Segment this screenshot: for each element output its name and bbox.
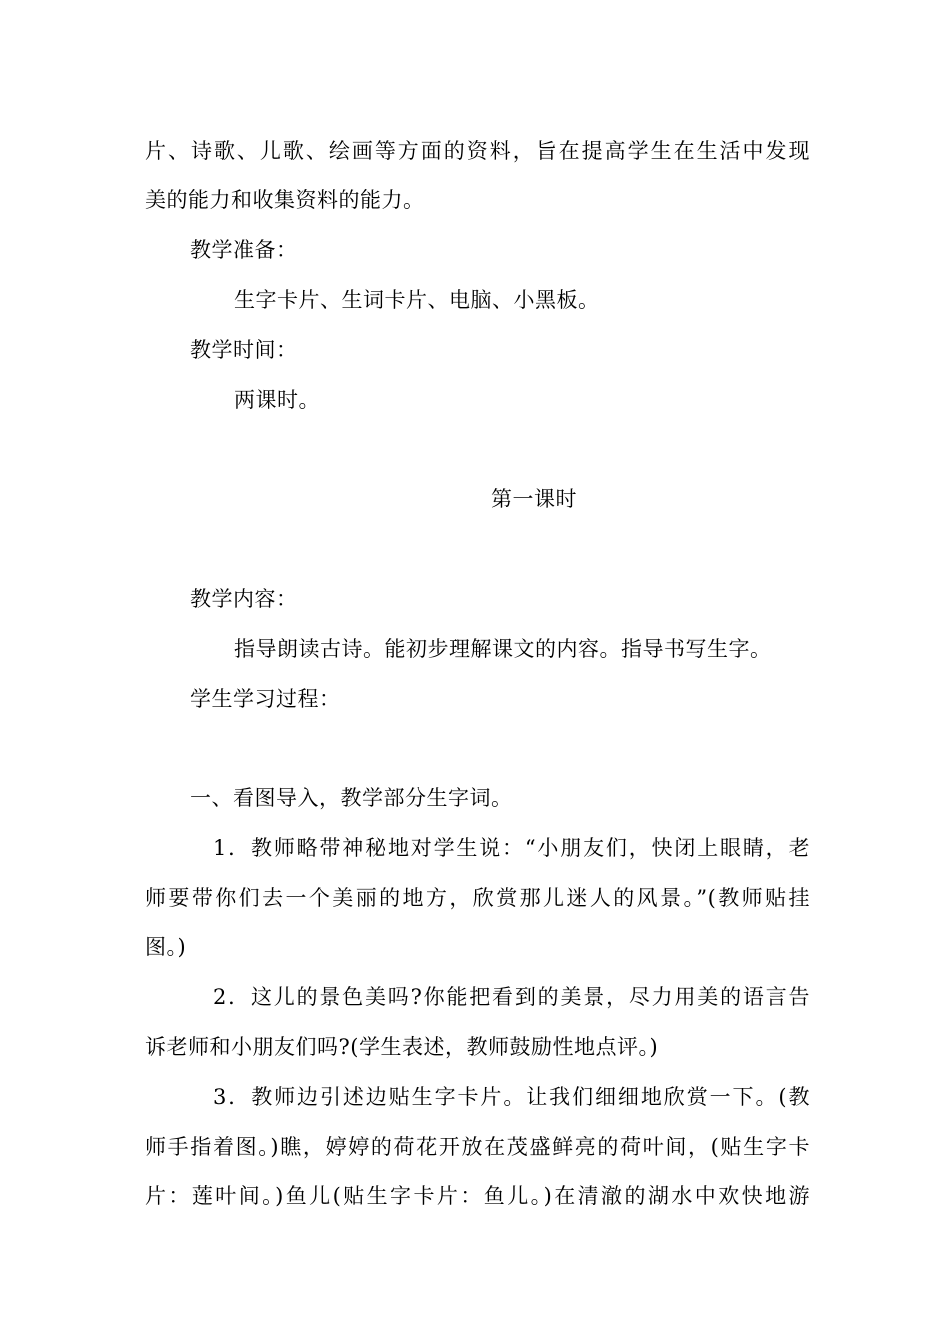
text-line: 两课时。 — [234, 388, 320, 412]
text-line: 图。) — [145, 935, 187, 959]
lesson-heading: 第一课时 — [491, 487, 577, 511]
section-label-teaching-time: 教学时间： — [190, 338, 298, 362]
step-heading: 一、看图导入，教学部分生字词。 — [190, 786, 513, 810]
text-line: 师手指着图。)瞧，婷婷的荷花开放在茂盛鲜亮的荷叶间，(贴生字卡 — [145, 1135, 810, 1159]
text-line: 2．这儿的景色美吗?你能把看到的美景，尽力用美的语言告 — [213, 985, 810, 1009]
section-label-teaching-prep: 教学准备： — [190, 238, 298, 262]
text-line: 生字卡片、生词卡片、电脑、小黑板。 — [234, 288, 600, 312]
text-line: 1．教师略带神秘地对学生说：“小朋友们，快闭上眼睛，老 — [213, 836, 810, 860]
section-label-teaching-content: 教学内容： — [190, 587, 298, 611]
text-line: 美的能力和收集资料的能力。 — [145, 188, 425, 212]
text-line: 诉老师和小朋友们吗?(学生表述，教师鼓励性地点评。) — [145, 1035, 659, 1059]
text-line: 片、诗歌、儿歌、绘画等方面的资料，旨在提高学生在生活中发现 — [145, 139, 810, 163]
text-line: 片：莲叶间。)鱼儿(贴生字卡片：鱼儿。)在清澈的湖水中欢快地游 — [145, 1184, 810, 1208]
section-label-learning-process: 学生学习过程： — [190, 687, 341, 711]
text-line: 指导朗读古诗。能初步理解课文的内容。指导书写生字。 — [234, 637, 772, 661]
text-line: 师要带你们去一个美丽的地方，欣赏那儿迷人的风景。”(教师贴挂 — [145, 886, 810, 910]
text-line: 3．教师边引述边贴生字卡片。让我们细细地欣赏一下。(教 — [213, 1085, 810, 1109]
